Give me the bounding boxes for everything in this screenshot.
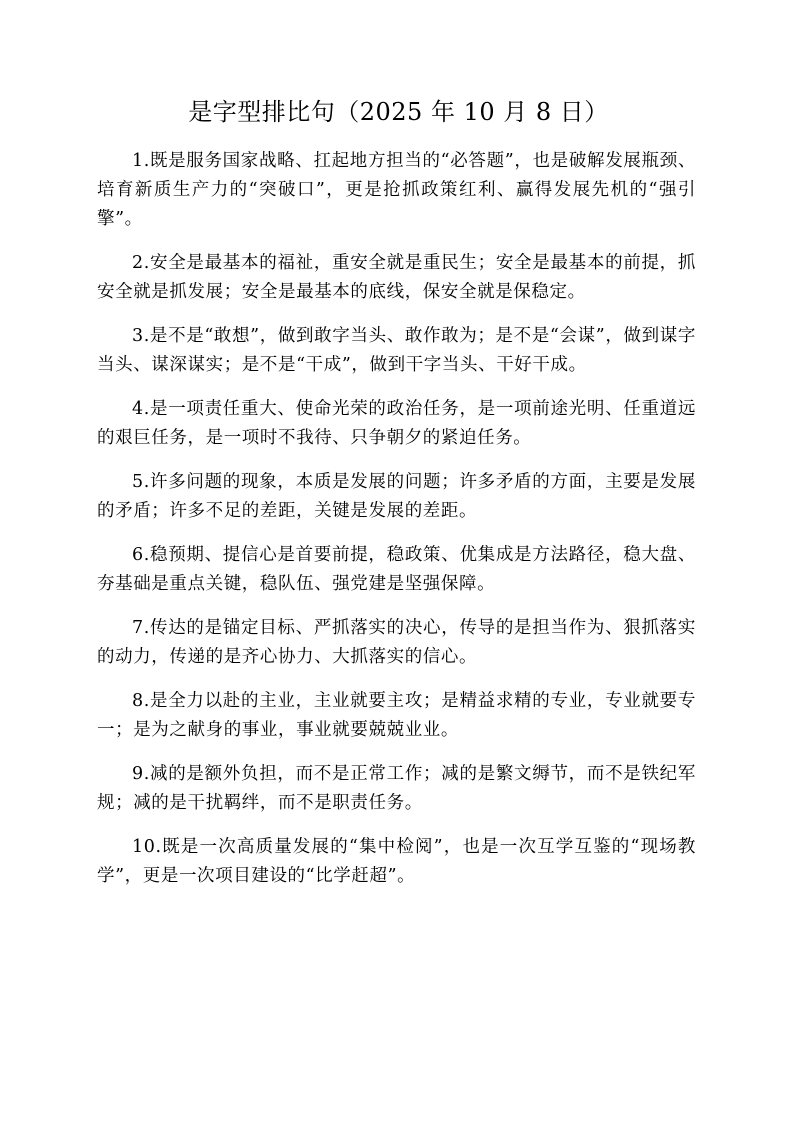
- paragraph-list: [97, 147, 696, 891]
- paragraph-item: 1.既是服务国家战略、扛起地方担当的“必答题”，也是破解发展瓶颈、培育新质生产力的“突破口”，更是抢抓政策红利、赢得发展先机的“强引擎”。: [97, 151, 696, 229]
- paragraph-item: 10.既是一次高质量发展的“集中检阅”，也是一次互学互鉴的“现场教学”，更是一次项目建设的“比学赶超”。: [97, 837, 696, 886]
- document-title: 是字型排比句（2025 年 10 月 8 日）: [188, 98, 609, 126]
- paragraph-item: 8.是全力以赴的主业，主业就要主攻；是精益求精的专业，专业就要专一；是为之献身的事业，事业就要兢兢业业。: [97, 691, 696, 740]
- paragraph-item: 2.安全是最基本的福祉，重安全就是重民生；安全是最基本的前提，抓安全就是抓发展；安全是最基本的底线，保安全就是保稳定。: [97, 253, 696, 302]
- paragraph-item: 4.是一项责任重大、使命光荣的政治任务，是一项前途光明、任重道远的艰巨任务，是一项时不我待、只争朝夕的紧迫任务。: [97, 399, 696, 448]
- paragraph-item: 9.减的是额外负担，而不是正常工作；减的是繁文缛节，而不是铁纪军规；减的是干扰羁绊，而不是职责任务。: [97, 764, 696, 813]
- paragraph-item: 7.传达的是锚定目标、严抓落实的决心，传导的是担当作为、狠抓落实的动力，传递的是齐心协力、大抓落实的信心。: [97, 618, 696, 667]
- paragraph-item: 6.稳预期、提信心是首要前提，稳政策、优集成是方法路径，稳大盘、夯基础是重点关键，稳队伍、强党建是坚强保障。: [97, 545, 696, 594]
- paragraph-item: 3.是不是“敢想”，做到敢字当头、敢作敢为；是不是“会谋”，做到谋字当头、谋深谋实；是不是“干成”，做到干字当头、干好干成。: [97, 326, 696, 375]
- paragraph-item: 5.许多问题的现象，本质是发展的问题；许多矛盾的方面，主要是发展的矛盾；许多不足的差距，关键是发展的差距。: [97, 472, 696, 521]
